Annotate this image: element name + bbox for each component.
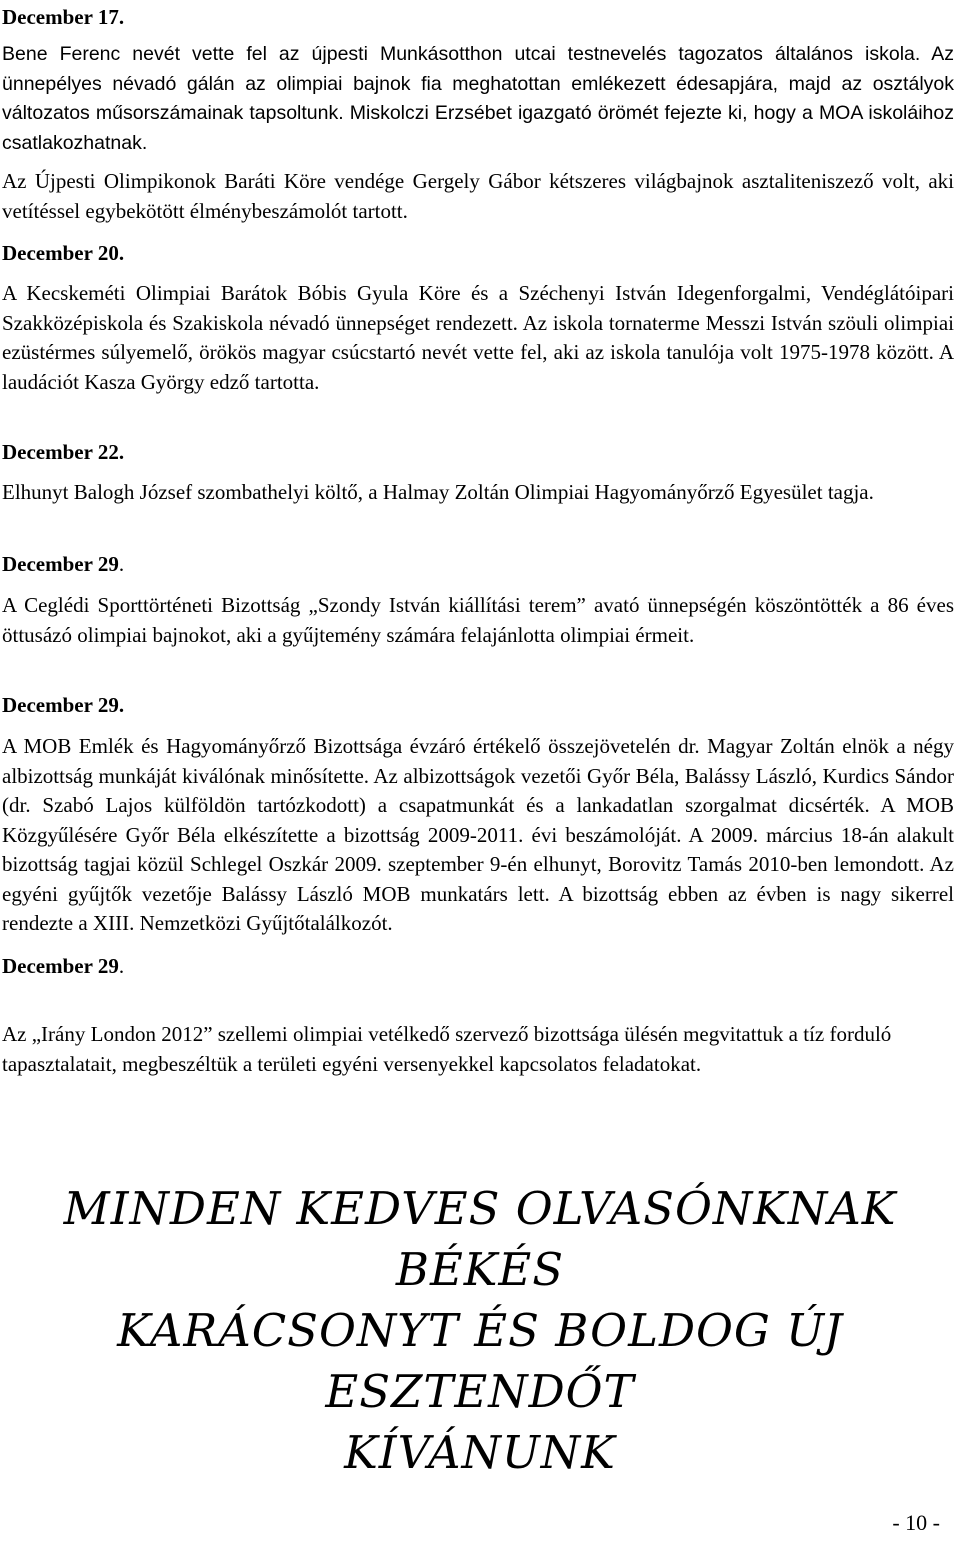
- greeting-line: BÉKÉS: [395, 1243, 565, 1296]
- entry-date-suffix: .: [118, 552, 125, 576]
- entry-date: December 29.: [2, 693, 125, 717]
- entry-paragraph: A Kecskeméti Olimpiai Barátok Bóbis Gyula Köre és a Széchenyi István Idegenforgalmi, Vendéglátóipari Szakközépiskola és Szakiskola névadó ünnepséget rendezett. Az iskola tornaterme Messzi István szöuli olimpiai ezüstérmes súlyemelő, örökös magyar csúcstartó nevét vette fel, aki az iskola tanulója volt 1975-1978 között. A laudációt Kasza György edző tartotta.: [2, 281, 954, 394]
- entry-date: [2, 951, 124, 981]
- entry-date: [2, 549, 124, 579]
- entry-date: December 17.: [2, 5, 125, 29]
- page-number: - 10 -: [892, 1510, 940, 1535]
- greeting-line: MINDEN KEDVES OLVASÓNKNAK: [63, 1182, 897, 1235]
- greeting-line: KARÁCSONYT ÉS BOLDOG ÚJ: [117, 1304, 843, 1357]
- entry-date-text: December 29: [2, 552, 119, 576]
- entry-date: December 22.: [2, 440, 125, 464]
- entry-date-text: December 29: [2, 954, 119, 978]
- entry-paragraph: Az Újpesti Olimpikonok Baráti Köre vendége Gergely Gábor kétszeres világbajnok asztaliteniszező volt, aki vetítéssel egybekötött élménybeszámolót tartott.: [2, 169, 954, 223]
- entry-paragraph: Az „Irány London 2012” szellemi olimpiai vetélkedő szervező bizottsága ülésén megvitattuk a tíz forduló tapasztalatait, megbeszéltük a területi egyéni versenyekkel kapcsolatos feladatokat.: [2, 1022, 892, 1076]
- entry-paragraph: Elhunyt Balogh József szombathelyi költő, a Halmay Zoltán Olimpiai Hagyományőrző Egyesület tagja.: [2, 480, 874, 504]
- greeting-line: ESZTENDŐT: [325, 1365, 635, 1418]
- entry-date: December 20.: [2, 241, 125, 265]
- greeting-line: KÍVÁNUNK: [344, 1426, 616, 1479]
- entry-date-suffix: .: [118, 954, 125, 978]
- entry-paragraph: A Ceglédi Sporttörténeti Bizottság „Szondy István kiállítási terem” avató ünnepségén köszöntötték a 86 éves öttusázó olimpiai bajnokot, aki a gyűjtemény számára felajánlotta olimpiai érmeit.: [2, 593, 954, 647]
- holiday-greeting: [0, 1178, 960, 1483]
- entry-paragraph: A MOB Emlék és Hagyományőrző Bizottsága évzáró értékelő összejövetelén dr. Magyar Zoltán elnök a négy albizottság munkáját kiválónak minősítette. Az albizottságok vezetői Győr Béla, Balássy László, Kurdics Sándor (dr. Szabó Lajos külföldön tartózkodott) a csapatmunkát és a lankadatlan szorgalmat dicsérték. A MOB Közgyűlésére Győr Béla elkészítette a bizottság 2009-2011. évi beszámolóját. A 2009. március 18-án alakult bizottság tagjai közül Schlegel Oszkár 2009. szeptember 9-én elhunyt, Borovitz Tamás 2010-ben lemondott. Az egyéni gyűjtők vezetője Balássy László MOB munkatárs lett. A bizottság ebben az évben is nagy sikerrel rendezte a XIII. Nemzetközi Gyűjtőtalálkozót.: [2, 734, 954, 935]
- entry-paragraph: Bene Ferenc nevét vette fel az újpesti Munkásotthon utcai testnevelés tagozatos általános iskola. Az ünnepélyes névadó gálán az olimpiai bajnok fia meghatottan emlékezett édesapjára, majd az osztályok változatos műsorszámainak tapsoltunk. Miskolczi Erzsébet igazgató örömét fejezte ki, hogy a MOA iskoláihoz csatlakozhatnak.: [2, 43, 954, 154]
